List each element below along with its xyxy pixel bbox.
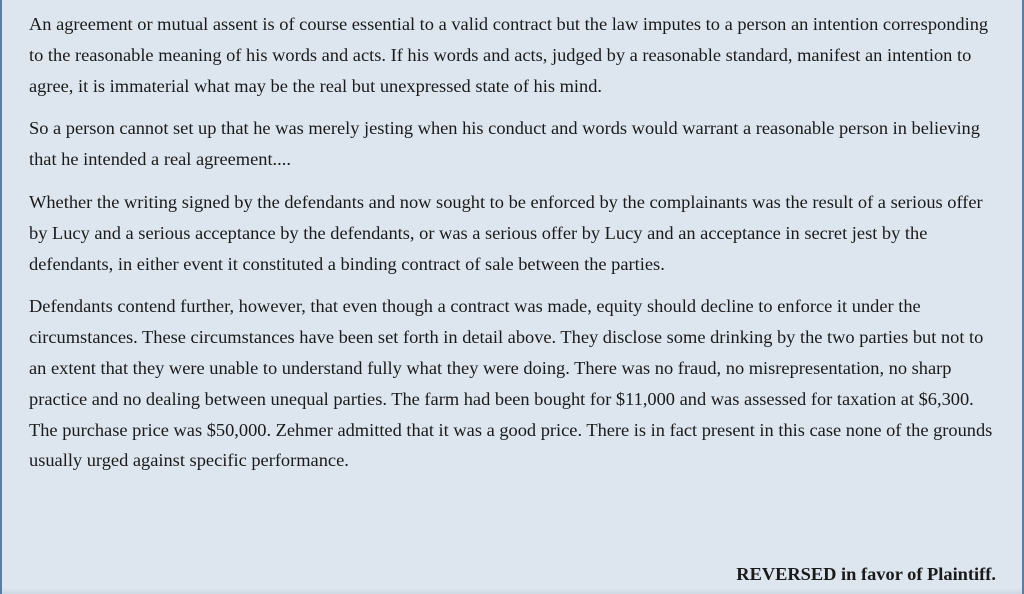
opinion-text xyxy=(29,9,1001,488)
paragraph-binding-contract: Whether the writing signed by the defendants and now sought to be enforced by the complainants was the result of a serious offer by Lucy and a serious acceptance by the defendants, or was a serious offer by Lucy and an acceptance in secret jest by the defendants, in either event it constituted a binding contract of sale between the parties. xyxy=(29,191,983,274)
bottom-divider xyxy=(2,588,1022,594)
paragraph-equity: Defendants contend further, however, that even though a contract was made, equity should decline to enforce it under the circumstances. These circumstances have been set forth in detail above. They disclose some drinking by the two parties but not to an extent that they were unable to understand fully what they were doing. There was no fraud, no misrepresentation, no sharp practice and no dealing between unequal parties. The farm had been bought for $11,000 and was assessed for taxation at $6,300. The purchase price was $50,000. Zehmer admitted that it was a good price. There is in fact present in this case none of the grounds usually urged against specific performance. xyxy=(29,296,993,471)
verdict-text: REVERSED in favor of Plaintiff. xyxy=(736,564,996,584)
paragraph-jesting: So a person cannot set up that he was merely jesting when his conduct and words would warrant a reasonable person in believing that he intended a real agreement.... xyxy=(29,118,980,170)
paragraph-mutual-assent: An agreement or mutual assent is of course essential to a valid contract but the law imputes to a person an intention corresponding to the reasonable meaning of his words and acts. If his words and acts, judged by a reasonable standard, manifest an intention to agree, it is immaterial what may be the real but unexpressed state of his mind. xyxy=(29,14,989,96)
